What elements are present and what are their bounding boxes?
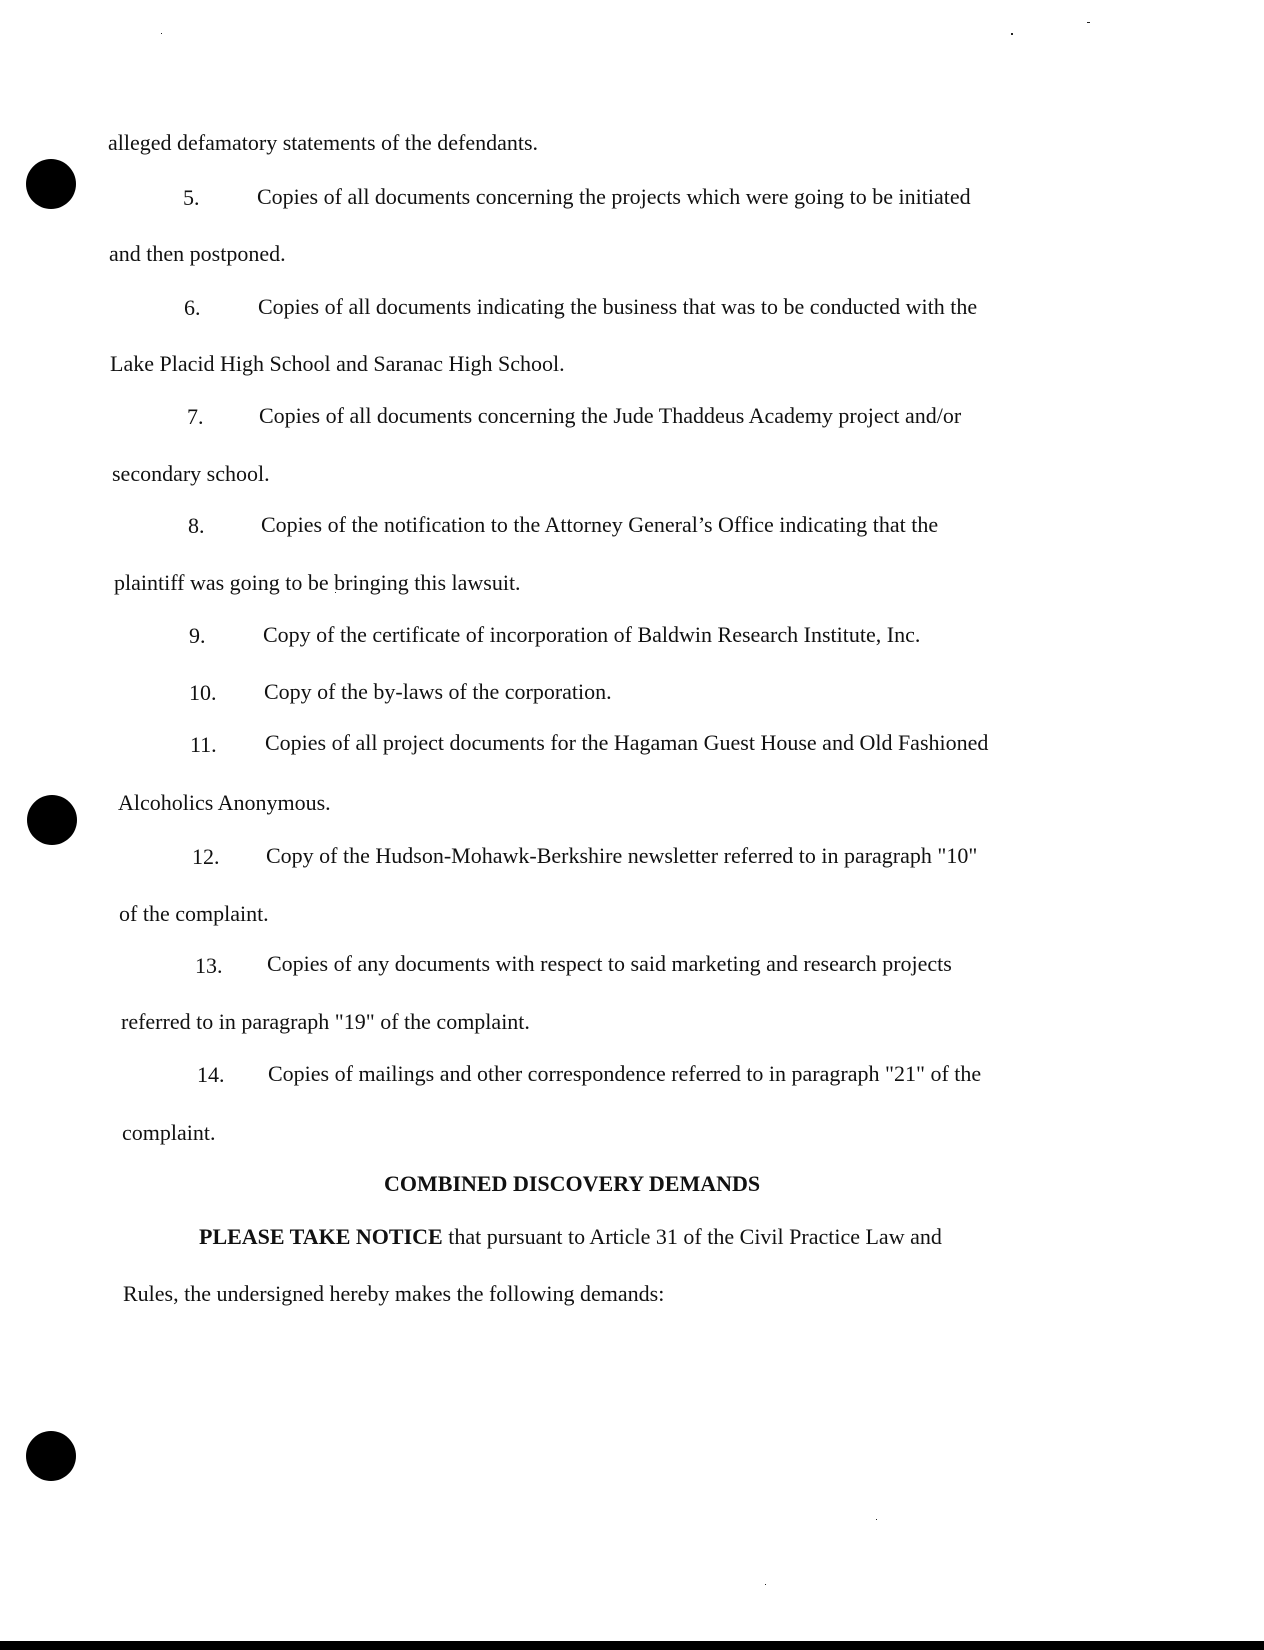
scan-bottom-edge [0, 1641, 1264, 1650]
item-number: 8. [188, 513, 205, 538]
item-text: Copy of the Hudson-Mohawk-Berkshire newsletter referred to in paragraph "10" [266, 843, 978, 868]
item-continuation: Alcoholics Anonymous. [118, 790, 331, 815]
item-number: 6. [184, 295, 201, 320]
punch-hole-bottom [26, 1431, 76, 1481]
section-heading: COMBINED DISCOVERY DEMANDS [384, 1171, 761, 1196]
item-continuation: plaintiff was going to be bringing this lawsuit. [114, 570, 521, 595]
item-text: Copies of all project documents for the Hagaman Guest House and Old Fashioned [265, 730, 989, 755]
item-number: 12. [192, 844, 220, 869]
item-continuation: of the complaint. [119, 901, 269, 926]
notice-first-line [199, 1226, 942, 1248]
notice-second-line: Rules, the undersigned hereby makes the following demands: [123, 1281, 665, 1306]
scan-speck [161, 33, 162, 34]
item-text: Copies of mailings and other correspondence referred to in paragraph "21" of the [268, 1061, 982, 1086]
item-text: Copy of the by-laws of the corporation. [264, 679, 612, 704]
item-text: Copies of all documents concerning the projects which were going to be initiated [257, 184, 971, 209]
notice-first-line-rest: that pursuant to Article 31 of the Civil Practice Law and [442, 1224, 942, 1249]
scan-speck [876, 1519, 877, 1520]
notice-bold-lead: PLEASE TAKE NOTICE [199, 1224, 443, 1249]
item-number: 5. [183, 185, 200, 210]
item-number: 14. [197, 1062, 225, 1087]
lead-line: alleged defamatory statements of the defendants. [108, 130, 539, 155]
item-continuation: and then postponed. [109, 241, 286, 266]
item-continuation: referred to in paragraph "19" of the complaint. [121, 1009, 530, 1034]
item-continuation: complaint. [122, 1120, 216, 1145]
item-number: 7. [187, 404, 204, 429]
item-text: Copies of the notification to the Attorney General’s Office indicating that the [261, 512, 939, 537]
scan-speck [1087, 22, 1090, 23]
item-text: Copies of all documents indicating the business that was to be conducted with the [258, 294, 978, 319]
punch-hole-middle [27, 795, 77, 845]
item-number: 13. [195, 953, 223, 978]
item-text: Copy of the certificate of incorporation of Baldwin Research Institute, Inc. [263, 622, 921, 647]
punch-hole-top [26, 159, 76, 209]
item-number: 9. [189, 623, 206, 648]
item-continuation: Lake Placid High School and Saranac High School. [110, 351, 565, 376]
scan-speck [765, 1584, 766, 1585]
scan-speck [1011, 33, 1013, 35]
item-text: Copies of any documents with respect to said marketing and research projects [267, 951, 952, 976]
item-continuation: secondary school. [112, 461, 270, 486]
item-number: 10. [189, 680, 217, 705]
item-text: Copies of all documents concerning the Jude Thaddeus Academy project and/or [259, 403, 962, 428]
item-number: 11. [190, 732, 217, 757]
